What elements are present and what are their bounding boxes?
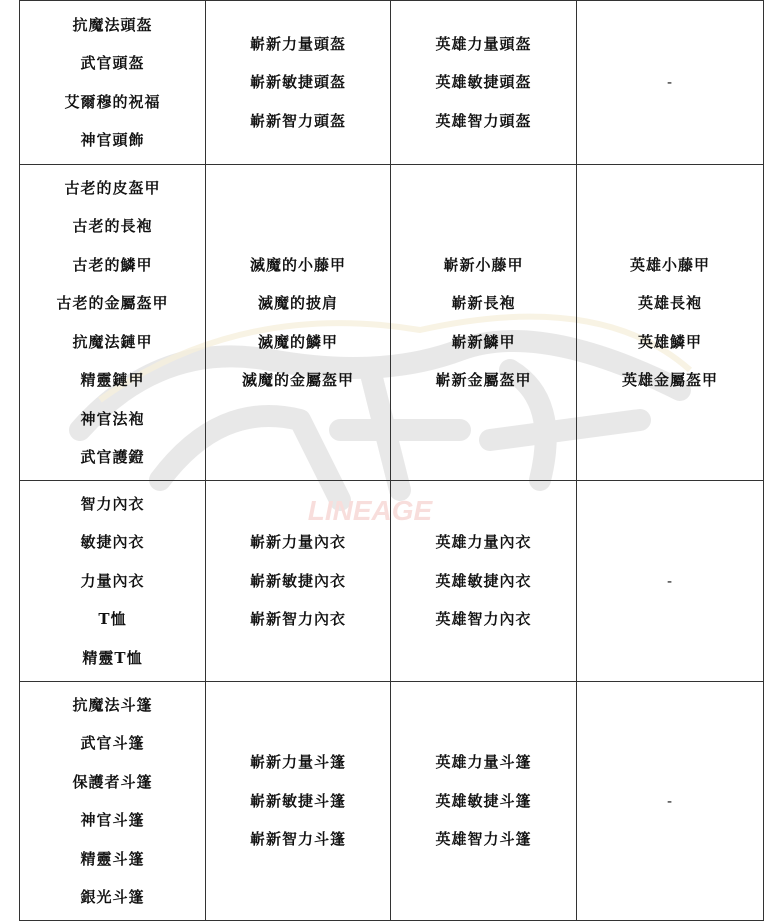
item-name: 嶄新金屬盔甲 — [435, 371, 532, 389]
table-cell-col3 — [391, 1, 577, 165]
item-name: 古老的皮盔甲 — [64, 178, 161, 197]
item-name: 嶄新力量頭盔 — [249, 34, 346, 53]
item-name: 抗魔法鏈甲 — [72, 332, 153, 351]
empty-dash: - — [666, 73, 674, 92]
table-cell-col1 — [20, 682, 206, 921]
table-cell-col4 — [577, 165, 764, 481]
item-name: 滅魔的鱗甲 — [257, 332, 338, 351]
item-name: 神官斗篷 — [80, 811, 145, 829]
item-name: 滅魔的金屬盔甲 — [241, 371, 354, 389]
item-name: 保護者斗篷 — [72, 772, 153, 791]
table-row — [20, 1, 764, 165]
item-name: 英雄小藤甲 — [629, 255, 710, 274]
item-name: 艾爾穆的祝福 — [64, 92, 161, 111]
item-name: 嶄新鱗甲 — [451, 332, 516, 351]
table-cell-col3 — [391, 481, 577, 682]
table-cell-col2 — [206, 682, 391, 921]
item-name: 精靈斗篷 — [80, 849, 145, 868]
item-name: 敏捷內衣 — [80, 533, 145, 552]
item-name: 滅魔的披肩 — [257, 294, 338, 312]
item-name: 嶄新力量斗篷 — [249, 753, 346, 772]
item-name: 力量內衣 — [80, 571, 145, 590]
equipment-table — [19, 0, 764, 921]
item-name: 古老的鱗甲 — [72, 255, 153, 274]
item-name: 英雄智力斗篷 — [435, 830, 532, 849]
item-name: 抗魔法斗篷 — [72, 695, 153, 714]
item-name: 古老的長袍 — [72, 217, 153, 235]
item-name: 嶄新智力頭盔 — [249, 111, 346, 130]
svg-text:LINEAGE: LINEAGE — [307, 495, 433, 526]
table-cell-col1 — [20, 165, 206, 481]
item-name: 嶄新敏捷斗篷 — [249, 791, 346, 810]
table-row — [20, 481, 764, 682]
item-name: 英雄力量頭盔 — [435, 34, 532, 53]
table-cell-col3 — [391, 165, 577, 481]
table-cell-col1 — [20, 481, 206, 682]
empty-dash: - — [666, 571, 674, 590]
item-name: 抗魔法頭盔 — [72, 15, 153, 34]
item-name: 嶄新力量內衣 — [249, 533, 346, 552]
item-name: 滅魔的小藤甲 — [249, 255, 346, 274]
table-cell-col2 — [206, 1, 391, 165]
item-name: 英雄金屬盔甲 — [621, 371, 718, 389]
item-name: 精靈鏈甲 — [80, 371, 145, 389]
item-name: 智力內衣 — [80, 494, 145, 513]
item-name: 嶄新智力斗篷 — [249, 830, 346, 849]
item-name: 嶄新敏捷內衣 — [249, 571, 346, 590]
item-name: 英雄長袍 — [637, 294, 702, 312]
item-name: 英雄敏捷內衣 — [435, 571, 532, 590]
item-name: 英雄智力頭盔 — [435, 111, 532, 130]
table-cell-col2 — [206, 165, 391, 481]
item-name: 英雄鱗甲 — [637, 332, 702, 351]
item-name: 嶄新智力內衣 — [249, 610, 346, 629]
item-name: 神官頭飾 — [80, 131, 145, 149]
item-name: 武官頭盔 — [80, 54, 145, 72]
item-name: 英雄力量斗篷 — [435, 753, 532, 772]
item-name: T恤 — [98, 610, 127, 629]
table-cell-col1 — [20, 1, 206, 165]
item-name: 英雄敏捷斗篷 — [435, 791, 532, 810]
item-name: 古老的金屬盔甲 — [56, 294, 169, 312]
item-name: 嶄新長袍 — [451, 294, 516, 312]
item-name: 精靈T恤 — [82, 648, 143, 667]
table-row — [20, 165, 764, 481]
table-cell-col2 — [206, 481, 391, 682]
item-name: 英雄力量內衣 — [435, 533, 532, 552]
item-name: 武官斗篷 — [80, 734, 145, 752]
item-name: 神官法袍 — [80, 409, 145, 428]
item-name: 武官護鐙 — [80, 448, 145, 466]
table-cell-col4 — [577, 1, 764, 165]
item-name: 英雄智力內衣 — [435, 610, 532, 629]
item-name: 銀光斗篷 — [80, 888, 145, 906]
item-name: 嶄新敏捷頭盔 — [249, 73, 346, 92]
table-cell-col3 — [391, 682, 577, 921]
table-cell-col4 — [577, 682, 764, 921]
item-name: 嶄新小藤甲 — [443, 255, 524, 274]
empty-dash: - — [666, 791, 674, 810]
table-row — [20, 682, 764, 921]
item-name: 英雄敏捷頭盔 — [435, 73, 532, 92]
table-cell-col4 — [577, 481, 764, 682]
